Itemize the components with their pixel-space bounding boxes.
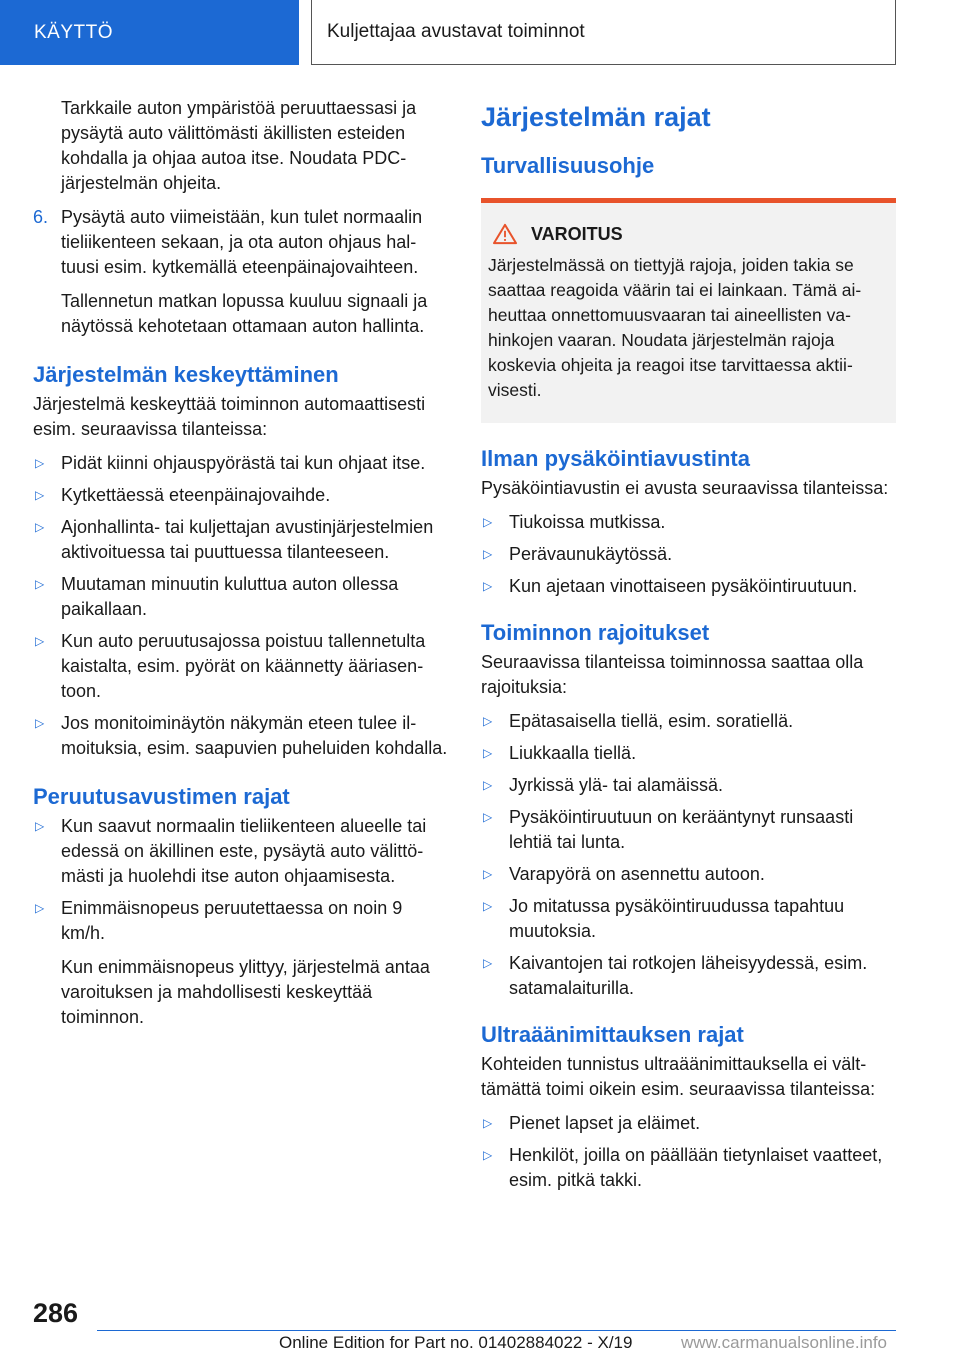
- limits-list: [33, 814, 448, 1030]
- interrupt-intro: Järjestelmä keskeyttää toiminnon automaattisesti esim. seuraavissa tilanteissa:: [33, 394, 426, 439]
- triangle-bullet-icon: ▷: [483, 778, 493, 792]
- list-item: ▷ Kun auto peruutusajossa poistuu tallennetulta kaistalta, esim. pyörät on käännetty ääriasentoon.: [33, 629, 448, 704]
- header-section-label: KÄYTTÖ: [34, 21, 114, 43]
- header-section-tab: [0, 0, 299, 65]
- restrictions-heading: Toiminnon rajoitukset: [481, 620, 710, 645]
- triangle-bullet-icon: ▷: [35, 488, 45, 502]
- ultrasound-heading: Ultraäänimittauksen rajat: [481, 1022, 744, 1047]
- list-item: ▷ Kytkettäessä eteenpäinajovaihde.: [33, 483, 448, 508]
- list-item: ▷ Jyrkissä ylä- tai alamäissä.: [481, 773, 896, 798]
- interrupt-list: [33, 451, 448, 761]
- step-body: [61, 205, 448, 339]
- step-text: Pysäytä auto viimeistään, kun tulet normaalin tieliikenteen sekaan, ja ota auton ohjaus haltuusi esim. kytkemällä eteenpäinajovaihteen.: [61, 207, 423, 277]
- list-item: ▷ Perävaunukäytössä.: [481, 542, 896, 567]
- warning-text: Järjestelmässä on tiettyjä rajoja, joiden takia se saattaa reagoida väärin tai ei lainkaan. Tämä aiheuttaa onnettomuusvaaran tai aineellisten vahinkojen vaaran. Noudata järjestelmän rajoja koskevia ohjeita ja reagoi itse tarvittaessa aktiivisesti.: [488, 255, 862, 400]
- triangle-bullet-icon: ▷: [483, 515, 493, 529]
- triangle-bullet-icon: ▷: [35, 634, 45, 648]
- triangle-bullet-icon: ▷: [483, 547, 493, 561]
- header-chapter-label: Kuljettajaa avustavat toiminnot: [327, 21, 585, 42]
- limits-heading: Peruutusavustimen rajat: [33, 784, 290, 809]
- footer-divider: [97, 1330, 896, 1331]
- list-item: ▷ Jos monitoiminäytön näkymän eteen tulee ilmoituksia, esim. saapuvien puheluiden kohdalla.: [33, 711, 448, 761]
- list-item: ▷ Liukkaalla tiellä.: [481, 741, 896, 766]
- list-item: ▷ Pienet lapset ja eläimet.: [481, 1111, 896, 1136]
- footer-edition: Online Edition for Part no. 01402884022 - X/19: [279, 1333, 633, 1352]
- triangle-bullet-icon: ▷: [483, 579, 493, 593]
- warning-triangle-icon: [491, 223, 519, 245]
- triangle-bullet-icon: ▷: [483, 867, 493, 881]
- triangle-bullet-icon: ▷: [483, 956, 493, 970]
- step-number: 6.: [33, 207, 49, 227]
- list-item: ▷ Jo mitatussa pysäköintiruudussa tapahtuu muutoksia.: [481, 894, 896, 944]
- list-item: ▷ Henkilöt, joilla on päällään tietynlaiset vaatteet, esim. pitkä takki.: [481, 1143, 896, 1193]
- list-item: ▷ Muutaman minuutin kuluttua auton ollessa paikallaan.: [33, 572, 448, 622]
- list-item: ▷ Ajonhallinta- tai kuljettajan avustinjärjestelmien aktivoituessa tai puuttuessa tilanteeseen.: [33, 515, 448, 565]
- no-assist-heading: Ilman pysäköintiavustinta: [481, 446, 750, 471]
- restrictions-list: [481, 709, 896, 1001]
- list-item: [33, 896, 448, 1030]
- triangle-bullet-icon: ▷: [35, 716, 45, 730]
- list-item: ▷ Pysäköintiruutuun on kerääntynyt runsaasti lehtiä tai lunta.: [481, 805, 896, 855]
- limits-speed-note: Kun enimmäisnopeus ylittyy, järjestelmä antaa varoituksen ja mahdollisesti keskeyttää toiminnon.: [61, 957, 430, 1027]
- warning-title: VAROITUS: [488, 223, 888, 245]
- page-number: 286: [33, 1298, 79, 1328]
- triangle-bullet-icon: ▷: [35, 901, 45, 915]
- left-column: [33, 96, 448, 1037]
- list-item: ▷ Pidät kiinni ohjauspyörästä tai kun ohjaat itse.: [33, 451, 448, 476]
- triangle-bullet-icon: ▷: [483, 899, 493, 913]
- safety-heading: Turvallisuusohje: [481, 153, 655, 178]
- intro-paragraph: Tarkkaile auton ympäristöä peruuttaessasi ja pysäytä auto välittömästi äkillisten esteiden kohdalla ja ohjaa autoa itse. Noudata PDC-järjestelmän ohjeita.: [61, 98, 417, 193]
- triangle-bullet-icon: ▷: [483, 1116, 493, 1130]
- list-item: ▷ Kaivantojen tai rotkojen läheisyydessä, esim. satamalaiturilla.: [481, 951, 896, 1001]
- triangle-bullet-icon: ▷: [35, 456, 45, 470]
- list-item: ▷ Kun saavut normaalin tieliikenteen alueelle tai edessä on äkillinen este, pysäytä auto välittömästi ja huolehdi itse auton ohjaamisesta.: [33, 814, 448, 889]
- header-chapter-box: [311, 0, 896, 65]
- interrupt-heading: Järjestelmän keskeyttäminen: [33, 362, 339, 387]
- list-item: ▷ Kun ajetaan vinottaiseen pysäköintiruutuun.: [481, 574, 896, 599]
- right-column: [481, 100, 896, 1200]
- list-item: ▷ Epätasaisella tiellä, esim. soratiellä.: [481, 709, 896, 734]
- step-6: [33, 205, 448, 339]
- section-heading: Järjestelmän rajat: [481, 102, 711, 132]
- triangle-bullet-icon: ▷: [483, 1148, 493, 1162]
- list-item: ▷ Varapyörä on asennettu autoon.: [481, 862, 896, 887]
- no-assist-list: [481, 510, 896, 599]
- triangle-bullet-icon: ▷: [483, 810, 493, 824]
- ultrasound-intro: Kohteiden tunnistus ultraäänimittauksella ei välttämättä toimi oikein esim. seuraavissa tilanteissa:: [481, 1054, 876, 1099]
- list-item: ▷ Tiukoissa mutkissa.: [481, 510, 896, 535]
- restrictions-intro: Seuraavissa tilanteissa toiminnossa saattaa olla rajoituksia:: [481, 652, 864, 697]
- triangle-bullet-icon: ▷: [483, 714, 493, 728]
- warning-box: [481, 198, 896, 423]
- triangle-bullet-icon: ▷: [35, 819, 45, 833]
- triangle-bullet-icon: ▷: [35, 577, 45, 591]
- triangle-bullet-icon: ▷: [483, 746, 493, 760]
- no-assist-intro: Pysäköintiavustin ei avusta seuraavissa tilanteissa:: [481, 478, 889, 498]
- footer-watermark: www.carmanualsonline.info: [681, 1333, 887, 1352]
- step-note: Tallennetun matkan lopussa kuuluu signaali ja näytössä kehotetaan ottamaan auton hallinta.: [61, 291, 428, 336]
- triangle-bullet-icon: ▷: [35, 520, 45, 534]
- ultrasound-list: [481, 1111, 896, 1193]
- limits-speed: Enimmäisnopeus peruutettaessa on noin 9 km/h.: [61, 898, 403, 943]
